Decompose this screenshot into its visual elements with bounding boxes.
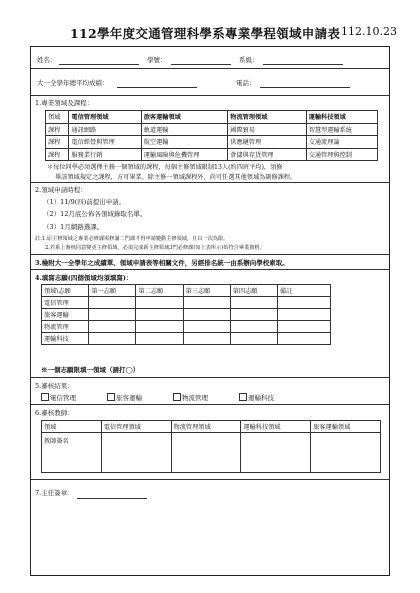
schedule-item: （2）12月底公佈各領域錄取名單。 bbox=[43, 210, 147, 218]
checkbox-icon bbox=[41, 393, 49, 401]
table-row bbox=[46, 136, 378, 149]
table-cell: 航空運輸 bbox=[141, 136, 228, 149]
student-id-label: 學號： bbox=[147, 56, 167, 64]
preference-cell[interactable] bbox=[136, 321, 183, 333]
result-option-telecom[interactable]: 電信管理 bbox=[41, 393, 76, 402]
table-header-cell: 物流管理領域 bbox=[228, 111, 306, 124]
checkbox-icon bbox=[107, 393, 115, 401]
section-6-title: 6.審核教師： bbox=[35, 409, 74, 417]
preference-table bbox=[41, 284, 331, 345]
table-header-cell: 領域 bbox=[42, 421, 102, 433]
table-cell: 倉儲與存貨管理 bbox=[228, 148, 306, 161]
table-header-cell: 第四志願 bbox=[230, 285, 277, 297]
table-cell: 通訊網路 bbox=[69, 123, 141, 136]
section-4-title: 4.填寫志願(四個領域均須填寫)： bbox=[35, 274, 133, 282]
section-1-note: 畢該領域規定之課程，方可畢業。除主修一領域課程外，尚可任選其他領域為副修課程。 bbox=[55, 174, 297, 181]
result-option-logistics[interactable]: 物流管理 bbox=[173, 393, 208, 402]
result-option-passenger[interactable]: 旅客運輸 bbox=[107, 393, 142, 402]
table-row bbox=[46, 148, 378, 161]
preference-cell[interactable] bbox=[89, 297, 136, 309]
divider bbox=[31, 95, 389, 96]
director-signature-field[interactable] bbox=[77, 498, 147, 499]
checkbox-icon bbox=[239, 393, 247, 401]
preference-cell[interactable] bbox=[230, 333, 277, 345]
table-row bbox=[46, 123, 378, 136]
divider bbox=[31, 68, 389, 69]
divider bbox=[31, 182, 389, 183]
gpa-field[interactable] bbox=[117, 87, 197, 88]
preference-cell[interactable] bbox=[136, 333, 183, 345]
schedule-item: （1）11/9(四)前提出申請。 bbox=[43, 198, 126, 206]
preference-cell[interactable] bbox=[136, 309, 183, 321]
department-label: 系級： bbox=[239, 56, 259, 64]
table-cell: 軌道運輸 bbox=[141, 123, 228, 136]
divider bbox=[31, 254, 389, 255]
student-id-field[interactable] bbox=[171, 64, 231, 65]
table-row bbox=[42, 309, 331, 321]
name-label: 姓名： bbox=[37, 56, 57, 64]
table-cell: 電信管理 bbox=[42, 297, 89, 309]
table-cell: 課程 bbox=[46, 123, 69, 136]
checkbox-icon bbox=[173, 393, 181, 401]
preference-cell[interactable] bbox=[136, 297, 183, 309]
section-2-note: 註:1.原主修領域之專業必修課需修滿二門課才得申請變動主修領域，且以一次為限。 bbox=[35, 236, 229, 242]
table-cell: 國際貿易 bbox=[228, 123, 306, 136]
reviewer-table bbox=[41, 420, 381, 473]
table-row bbox=[42, 433, 381, 473]
preference-cell[interactable] bbox=[183, 309, 230, 321]
table-cell: 課程 bbox=[46, 136, 69, 149]
table-header-cell: 電信管理領域 bbox=[69, 111, 141, 124]
application-form bbox=[30, 46, 390, 576]
gpa-label: 大一全學年總平均成績： bbox=[37, 79, 109, 87]
divider bbox=[31, 269, 389, 270]
section-5-title: 5.審核結果： bbox=[35, 382, 74, 390]
preference-cell[interactable] bbox=[89, 333, 136, 345]
section-1-title: 1.專業領域及課程： bbox=[35, 99, 94, 107]
table-header-row bbox=[42, 421, 381, 433]
section-4-note: ※一個志願限填一領域（請打◯） bbox=[41, 366, 140, 374]
table-header-cell: 物流管理領域 bbox=[171, 421, 241, 433]
table-cell: 課程 bbox=[46, 148, 69, 161]
phone-label: 電話： bbox=[236, 79, 256, 87]
table-cell: 運輸科技 bbox=[42, 333, 89, 345]
table-header-cell: 領域 bbox=[46, 111, 69, 124]
department-field[interactable] bbox=[263, 64, 343, 65]
table-header-row bbox=[42, 285, 331, 297]
course-table bbox=[45, 110, 378, 161]
divider bbox=[31, 404, 389, 405]
section-7-title: 7.主任簽章： bbox=[35, 489, 74, 497]
preference-cell[interactable] bbox=[230, 297, 277, 309]
section-1-note: ＊每位同學必須選擇主修一個領域的課程，每個主修領域限制13人(約四班平均)，須修 bbox=[47, 164, 283, 171]
signature-cell[interactable] bbox=[101, 433, 171, 473]
table-cell: 智慧型運輸系統 bbox=[306, 123, 377, 136]
table-row bbox=[42, 321, 331, 333]
table-cell: 教師簽名 bbox=[42, 433, 102, 473]
table-header-cell: 旅客運輸領域 bbox=[311, 421, 381, 433]
result-option-tech[interactable]: 運輸科技 bbox=[239, 393, 274, 402]
divider bbox=[31, 377, 389, 378]
preference-cell[interactable] bbox=[183, 321, 230, 333]
section-3-text: 3.檢附大一全學年之成績單、領域申請表等相關文件，另經排名統一由系辦向學校索取。 bbox=[35, 259, 289, 267]
name-field[interactable] bbox=[59, 64, 139, 65]
table-header-cell: 第二志願 bbox=[136, 285, 183, 297]
form-title: 112學年度交通管理科學系專業學程領域申請表 bbox=[70, 26, 341, 41]
preference-cell[interactable] bbox=[89, 309, 136, 321]
table-row bbox=[42, 333, 331, 345]
signature-cell[interactable] bbox=[171, 433, 241, 473]
table-cell: 供應鏈管理 bbox=[228, 136, 306, 149]
section-2-title: 2.領域申請時程： bbox=[35, 186, 87, 194]
table-cell: 旅客運輸 bbox=[42, 309, 89, 321]
table-header-cell: 第三志願 bbox=[183, 285, 230, 297]
remark-cell[interactable] bbox=[277, 309, 330, 321]
signature-cell[interactable] bbox=[241, 433, 311, 473]
table-cell: 電信經營與管理 bbox=[69, 136, 141, 149]
form-date: 112.10.23 bbox=[341, 25, 397, 38]
table-cell: 運輸風險與危機管理 bbox=[141, 148, 228, 161]
table-header-row bbox=[46, 111, 378, 124]
table-cell: 物流管理 bbox=[42, 321, 89, 333]
preference-cell[interactable] bbox=[183, 297, 230, 309]
section-2-note: 2.若系上審核同意變更主修領域，必須完成新主修領域3門必修課(如上表所示)始符合畢業資格。 bbox=[45, 245, 265, 251]
signature-cell[interactable] bbox=[311, 433, 381, 473]
remark-cell[interactable] bbox=[277, 321, 330, 333]
preference-cell[interactable] bbox=[230, 321, 277, 333]
preference-cell[interactable] bbox=[183, 333, 230, 345]
table-cell: 服務業行銷 bbox=[69, 148, 141, 161]
phone-field[interactable] bbox=[260, 87, 350, 88]
preference-cell[interactable] bbox=[230, 309, 277, 321]
remark-cell[interactable] bbox=[277, 333, 330, 345]
table-header-cell: 第一志願 bbox=[89, 285, 136, 297]
table-header-cell: 運輸科技領域 bbox=[241, 421, 311, 433]
table-header-cell: 運輸科技領域 bbox=[306, 111, 377, 124]
table-header-cell: 旅客運輸領域 bbox=[141, 111, 228, 124]
remark-cell[interactable] bbox=[277, 297, 330, 309]
table-header-cell: 電信管理領域 bbox=[101, 421, 171, 433]
table-cell: 交通管理與控制 bbox=[306, 148, 377, 161]
table-row bbox=[42, 297, 331, 309]
preference-cell[interactable] bbox=[89, 321, 136, 333]
schedule-item: （3）1月網路選課。 bbox=[43, 223, 104, 231]
form-header bbox=[0, 24, 420, 40]
table-header-cell: 領域\志願 bbox=[42, 285, 89, 297]
table-cell: 交通流理論 bbox=[306, 136, 377, 149]
divider bbox=[31, 479, 389, 480]
table-header-cell: 備註 bbox=[277, 285, 330, 297]
